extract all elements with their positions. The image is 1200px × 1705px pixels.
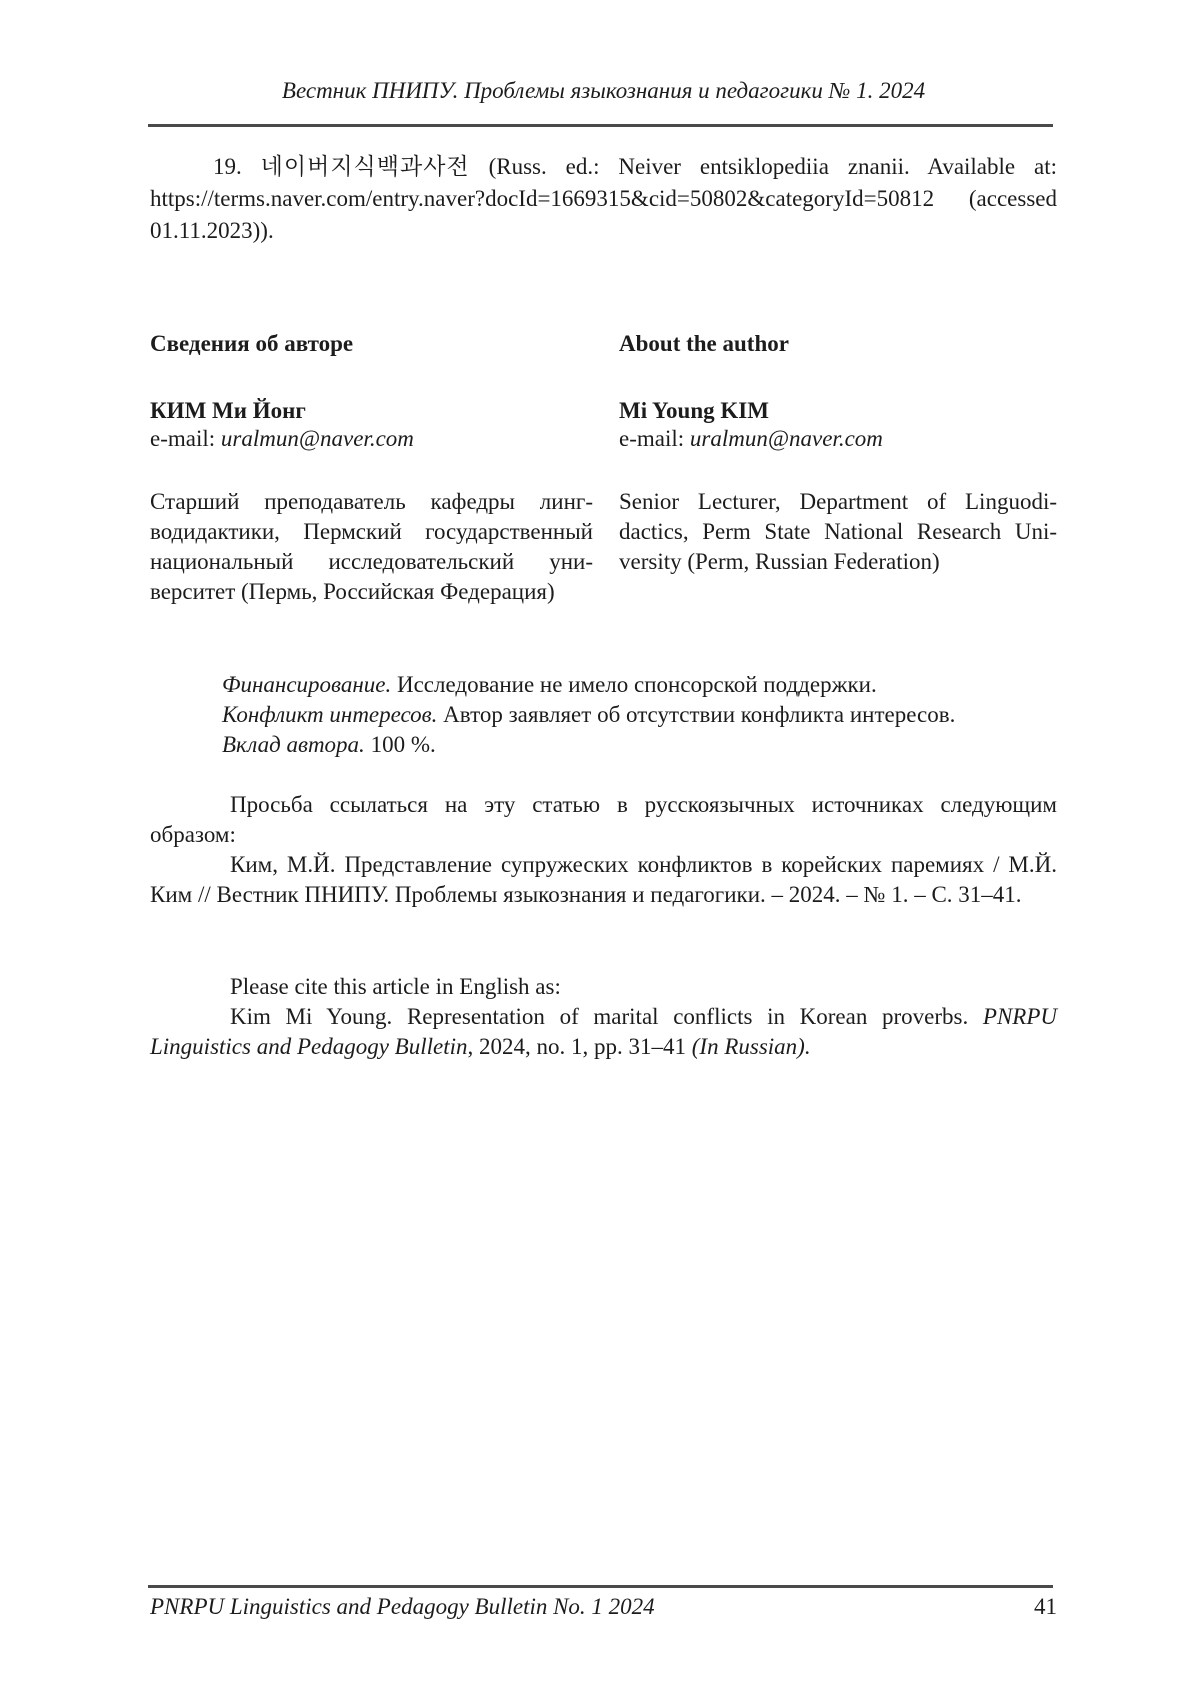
citation-en-intro: Please cite this article in English as: — [230, 974, 561, 999]
author-email-en — [619, 425, 1057, 453]
citation-en-issue: , 2024, no. 1, pp. 31–41 — [467, 1034, 692, 1059]
funding-statement — [150, 670, 1057, 700]
citation-ru-intro: Просьба ссылаться на эту статью в русскоязычных источниках следующим образом: — [150, 792, 1057, 847]
author-heading-en: About the author — [619, 331, 789, 356]
email-address-ru: uralmun@naver.com — [220, 426, 414, 451]
citation-en-reference — [150, 1002, 1057, 1062]
bio-line: versity (Perm, Russian Federation) — [619, 549, 940, 574]
footer-rule — [148, 1585, 1053, 1588]
contribution-label: Вклад автора. — [222, 732, 365, 757]
footer-journal-title: PNRPU Linguistics and Pedagogy Bulletin No. 1 2024 — [150, 1594, 655, 1619]
bio-line: верситет (Пермь, Российская Федерация) — [150, 579, 555, 604]
reference-details: (Russ. ed.: Neiver entsiklopediia znanii. Available at: https://terms.naver.com/entry.naver?docId=1669315&cid=50802&categoryId=50812 (accessed 01.11.2023)). — [150, 154, 1058, 243]
funding-label: Финансирование. — [222, 672, 392, 697]
author-info-section — [150, 330, 1057, 607]
footer-page-number: 41 — [1034, 1594, 1057, 1619]
citation-ru-section — [150, 790, 1057, 910]
citation-ru-reference: Ким, М.Й. Представление супружеских конфликтов в корейских паремиях / М.Й. Ким // Вестник ПНИПУ. Проблемы языкознания и педагогики. – 2024. – № 1. – С. 31–41. — [150, 852, 1057, 907]
reference-number: 19. — [213, 154, 242, 179]
bio-line: Senior Lecturer, Department of Linguodi- — [619, 489, 1057, 514]
header-rule — [148, 124, 1053, 127]
author-bio-en — [619, 487, 1057, 577]
conflict-statement — [150, 700, 1057, 730]
funding-text: Исследование не имело спонсорской поддержки. — [396, 672, 877, 697]
bio-line: национальный исследовательский уни- — [150, 549, 593, 574]
bio-line: dactics, Perm State National Research Uni- — [619, 519, 1057, 544]
author-email-ru — [150, 425, 593, 453]
author-column-ru — [150, 330, 593, 607]
declarations-section — [150, 670, 1057, 760]
citation-en-authors: Kim Mi Young. Representation of marital conflicts in Korean proverbs. — [230, 1004, 969, 1029]
bio-line: Старший преподаватель кафедры линг- — [150, 489, 593, 514]
reference-korean-title: 네이버지식백과사전 — [260, 154, 470, 179]
author-name-ru: КИМ Ми Йонг — [150, 398, 306, 423]
footer — [150, 1592, 1057, 1622]
citation-en-section — [150, 972, 1057, 1062]
citation-en-journal: PNRPU Linguistics and Pedagogy Bulletin — [150, 1004, 1058, 1059]
contribution-statement — [150, 730, 1057, 760]
running-head — [150, 76, 1057, 106]
author-heading-ru: Сведения об авторе — [150, 331, 354, 356]
running-head-text: Вестник ПНИПУ. Проблемы языкознания и педагогики № 1. 2024 — [281, 78, 926, 103]
reference-entry — [150, 151, 1057, 247]
email-label-en: e-mail: — [619, 426, 685, 451]
contribution-text: 100 %. — [370, 732, 436, 757]
author-column-en — [619, 330, 1057, 607]
bio-line: водидактики, Пермский государственный — [150, 519, 593, 544]
author-bio-ru — [150, 487, 593, 607]
email-address-en: uralmun@naver.com — [689, 426, 883, 451]
citation-en-language-note: (In Russian). — [691, 1034, 811, 1059]
author-name-en: Mi Young KIM — [619, 398, 769, 423]
conflict-label: Конфликт интересов. — [222, 702, 438, 727]
email-label-ru: e-mail: — [150, 426, 216, 451]
conflict-text: Автор заявляет об отсутствии конфликта интересов. — [443, 702, 956, 727]
reference-paragraph — [150, 151, 1057, 247]
